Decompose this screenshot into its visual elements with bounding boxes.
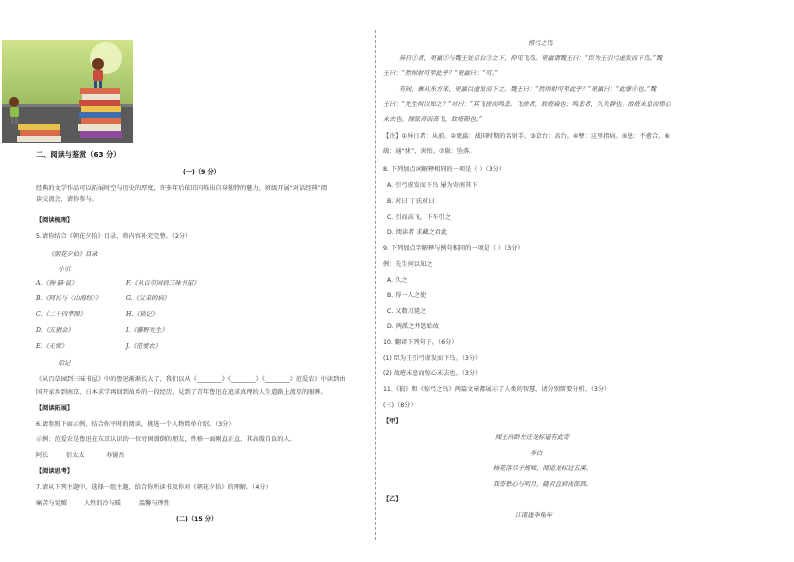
poem-a-author: 李白: [530, 450, 543, 457]
toc-postscript: 后记: [58, 360, 71, 367]
passage-title: 惊弓之鸟: [528, 40, 553, 47]
reading-illustration: [2, 40, 133, 143]
passage-line-1: 异日①者，更羸②与魏王处京台③之下，仰见飞鸟。更羸谓魏王曰：“臣为王引弓虚发而下鸟。”魏: [399, 55, 663, 62]
part2-title: (二)（15 分）: [176, 516, 218, 523]
theme-option-3: 温馨与理性: [139, 500, 170, 507]
question-5: 5.请你结合《朝花夕拾》目录，将内容补充完整。（2分）: [36, 233, 192, 240]
toc-item-f: F.《从百草园到三味书屋》: [126, 280, 200, 287]
toc-item-d: D.《五猖会》: [36, 327, 74, 334]
section-title: 二、阅读与鉴赏（63 分）: [36, 150, 121, 159]
part3-title: (三)（8分）: [383, 402, 417, 409]
passage-line-3: 有间，雁从东方来，更羸以虚发而下之。魏王曰：“然则射可至此乎？”更羸曰：“此孽④也。”魏: [399, 86, 657, 93]
q9-option-d: D. 两派之井惩始故: [387, 323, 440, 330]
question-8: 8. 下列加点词解释相同的一项是（ ）（3分）: [383, 166, 506, 173]
q8-option-c: C. 引而高飞，下车引之: [387, 214, 451, 221]
notes-line-1: 【注】①异日者：从前。②更羸：战国时期的名射手。③京台：高台。④孽：这里指病。⑤息：不愈合。⑥: [383, 133, 670, 140]
q5-text-line-1: 《从百草园到三味书屋》中的鲁迅渐渐长大了，我们以从《________》《________》《________》范爱农》中读到由: [36, 376, 346, 383]
intro-line-1: 经典的文学作品可以拓展时空与历史的厚度，许多年后依旧闪烁出自身独特的魅力，班级开展“对话经典”阅: [36, 185, 328, 192]
poem-a-line-2: 我寄愁心与明月，随君直到夜郎西。: [493, 481, 592, 488]
passage-line-2: 王曰：“然则射可至此乎？”更羸曰：“可。”: [383, 70, 498, 77]
toc-item-h: H.《琐记》: [126, 311, 159, 318]
q10-item-1: (1) 臣为王引弓虚发而下鸟。（3分）: [383, 355, 482, 362]
q9-option-a: A. 久之: [387, 277, 408, 284]
poem-a-title: 闻王昌龄左迁龙标遥有此寄: [495, 434, 570, 441]
theme-option-2: 人性的冷与暖: [84, 500, 122, 507]
tag-reading-think: 【阅读思考】: [36, 468, 74, 475]
toc-item-g: G.《父亲的病》: [126, 295, 170, 302]
toc-item-j: J.《范爱农》: [126, 343, 161, 350]
tag-yi: 【乙】: [383, 496, 402, 503]
question-11: 11.《狼》和《惊弓之鸟》两篇文章都展示了人类的智慧，请分别简要分析。（3分）: [383, 386, 611, 393]
toc-item-i: I.《藤野先生》: [126, 327, 168, 334]
q10-item-2: (2) 故疮未息而惊心未去也。（3分）: [383, 370, 482, 377]
question-10: 10. 翻译下列句子。（6分）: [383, 339, 458, 346]
toc-item-a: A.《狗·猫·鼠》: [36, 280, 78, 287]
person-option-1: 阿长: [36, 452, 49, 459]
toc-item-c: C.《二十四孝图》: [36, 311, 86, 318]
q8-option-d: D. 阅读者 求藏之君此: [387, 229, 448, 236]
book-stack-tall: [78, 88, 122, 138]
question-6: 6.请参照下面示例，结合你平时的阅读，挑选一个人物简单介绍。（3分）: [36, 421, 235, 428]
q9-example: 例：先生何以知之: [383, 261, 433, 268]
column-divider: [375, 30, 376, 540]
tag-reading-expand: 【阅读拓展】: [36, 405, 74, 412]
person-option-3: 寿镜吾: [106, 452, 125, 459]
q9-option-c: C. 又数刀毙之: [387, 308, 427, 315]
theme-option-1: 痛苦与觉醒: [36, 500, 67, 507]
notes-line-2: 疏：通“怵”，害怕。⑦陨：坠落。: [383, 148, 476, 155]
intro-line-2: 读交流会，请你参与。: [36, 196, 98, 203]
question-9: 9. 下列加点字解释与例句相同的一项是（ ）（3分）: [383, 245, 524, 252]
poem-b-title: 江南逢李龟年: [515, 512, 553, 519]
example-text: 示例：范爱农是鲁迅在东京认识的一位穷困潦倒的朋友，性格一面刚直正直、其高傲自負的人。: [36, 436, 296, 443]
toc-preface: 小引: [58, 266, 71, 273]
toc-item-b: B.《阿长与〈山海经〉》: [36, 295, 102, 302]
q8-option-a: A. 引弓虚发而下鸟 屡为寄南其下: [387, 182, 478, 189]
tag-jia: 【甲】: [383, 418, 402, 425]
poem-a-line-1: 杨花落尽子规啼，闻道龙标过五溪。: [493, 465, 592, 472]
toc-title: 《朝花夕拾》目录: [48, 251, 98, 258]
q9-option-b: B. 得一人之使: [387, 292, 427, 299]
tag-reading-sort: 【阅读梳理】: [36, 217, 74, 224]
toc-item-e: E.《无常》: [36, 343, 68, 350]
q5-text-line-2: 国开家乡到南京、日本求学再回到故乡的一段经历，見到了青年鲁迅在追求真理的人生道路上流星的眼眸。: [36, 389, 327, 396]
part1-title: (一)（9 分）: [183, 169, 220, 176]
person-option-2: 衍太太: [66, 452, 85, 459]
passage-line-5: 未去也。闻弦音而高飞，故疮陨也。”: [383, 116, 483, 123]
book-stack-short: [17, 124, 61, 142]
q8-option-b: B. 对曰 丁氏对曰: [387, 198, 435, 205]
passage-line-4: 王曰：“先生何以知之？”对曰：“其飞徐而鸣悲。飞徐者，故疮痛也；鸣悲者，久失群也。故疮未息而惊心: [383, 101, 671, 108]
question-7: 7.请从下列主题中，选择一组主题，结合你所读书及你对《朝花夕拾》的理解。（4分）: [36, 484, 272, 491]
